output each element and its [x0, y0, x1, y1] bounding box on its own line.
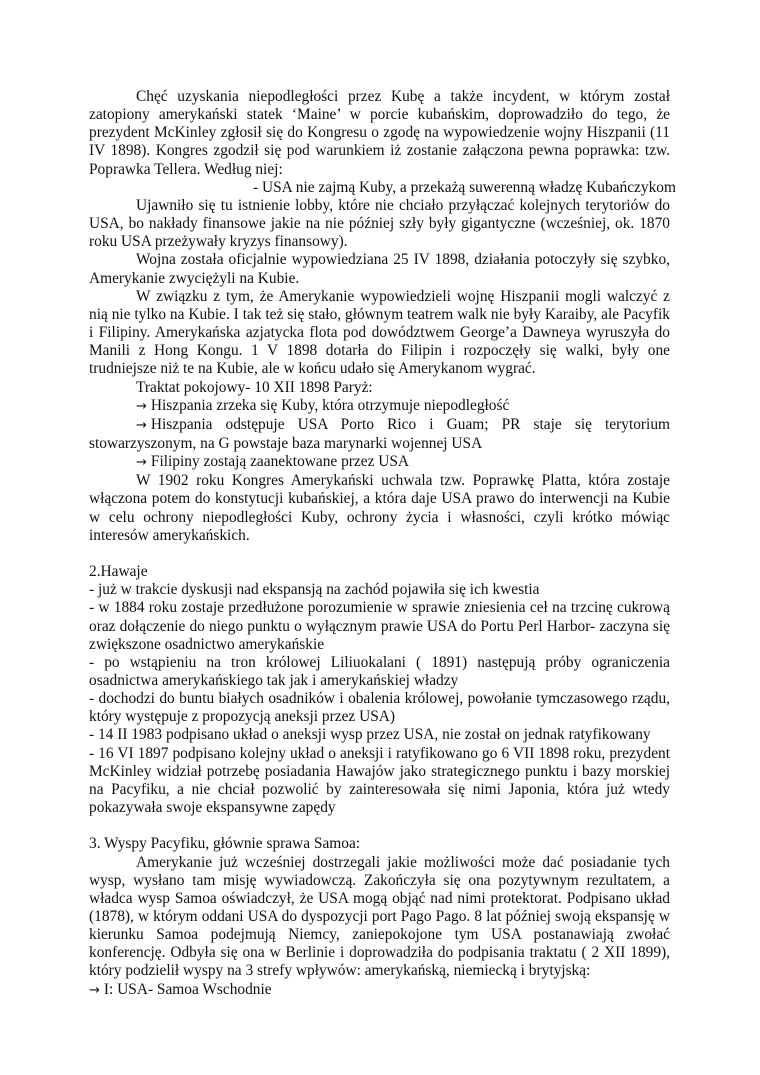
hawaii-bullet-3: - po wstąpieniu na tron królowej Liliuokalani ( 1891) następują próby ograniczenia osadnictwa amerykańskiego tak jak i amerykańskiej władzy: [89, 653, 670, 689]
samoa-paragraph-1: Amerykanie już wcześniej dostrzegali jakie możliwości może dać posiadanie tych wysp, wysłano tam misję wywiadowczą. Zakończyła się ona pozytywnym rezultatem, a władca wysp Samoa oświadczył, że USA mogą objąć nad nimi protektorat. Podpisano układ (1878), w którym oddani USA do dyspozycji port Pago Pago. 8 lat później swoją ekspansję w kierunku Samoa podejmują Niemcy, zaniepokojone tym USA postanawiają zwołać konferencję. Odbyła się ona w Berlinie i doprowadziła do podpisania traktatu ( 2 XII 1899), który podzielił wyspy na 3 strefy wpływów: amerykańską, niemiecką i brytyjską:: [89, 853, 670, 980]
hawaii-heading: 2.Hawaje: [89, 563, 148, 581]
treaty-heading: Traktat pokojowy- 10 XII 1898 Paryż:: [136, 378, 373, 396]
treaty-point-3: [89, 453, 670, 472]
samoa-zone-1-text: I: USA- Samoa Wschodnie: [103, 980, 272, 998]
treaty-point-2: [89, 416, 670, 453]
hawaii-bullet-6: - 16 VI 1897 podpisano kolejny układ o aneksji i ratyfikowano go 6 VII 1898 roku, prezydent McKinley widział potrzebę posiadania Hawajów jako strategicznego punktu i bazy morskiej na Pacyfiku, a nie chciał pozwolić by zainteresowała się nimi Japonia, która już wtedy pokazywała swoje ekspansywne zapędy: [89, 744, 670, 817]
arrow-right-icon: →: [89, 982, 100, 998]
hawaii-bullet-4: - dochodzi do buntu białych osadników i obalenia królowej, powołanie tymczasowego rządu, który występuje z propozycją aneksji przez USA): [89, 690, 670, 726]
samoa-zone-1: [89, 981, 670, 1000]
samoa-heading: 3. Wyspy Pacyfiku, głównie sprawa Samoa:: [89, 835, 361, 853]
arrow-right-icon: →: [136, 455, 147, 471]
cuba-paragraph-2: Ujawniło się tu istnienie lobby, które nie chciało przyłączać kolejnych terytoriów do USA, bo nakłady finansowe jakie na nie później szły były gigantyczne (wcześniej, ok. 1870 roku USA przeżywały kryzys finansowy).: [89, 196, 670, 251]
document-body: [89, 88, 676, 1000]
cuba-paragraph-1: Chęć uzyskania niepodległości przez Kubę a także incydent, w którym został zatopiony amerykański statek ‘Maine’ w porcie kubańskim, doprowadziło do tego, że prezydent McKinley zgłosił się do Kongresu o zgodę na wypowiedzenie wojny Hiszpanii (11 IV 1898). Kongres zgodził się pod warunkiem iż zostanie załączona pewna poprawka: tzw. Poprawka Tellera. Według niej:: [89, 88, 670, 178]
treaty-point-1: [89, 397, 670, 416]
treaty-point-1-text: Hiszpania zrzeka się Kuby, która otrzymuje niepodległość: [150, 396, 510, 414]
hawaii-bullet-5: - 14 II 1983 podpisano układ o aneksji wysp przez USA, nie został on jednak ratyfikowany: [89, 726, 651, 744]
arrow-right-icon: →: [136, 398, 147, 414]
teller-amendment-line: - USA nie zajmą Kuby, a przekażą suwerenną władzę Kubańczykom: [253, 178, 676, 196]
cuba-paragraph-4: W związku z tym, że Amerykanie wypowiedzieli wojnę Hiszpanii mogli walczyć z nią nie tylko na Kubie. I tak też się stało, głównym teatrem walk nie były Karaiby, ale Pacyfik i Filipiny. Amerykańska azjatycka flota pod dowództwem George’a Dawneya wyruszyła do Manili z Hong Kongu. 1 V 1898 dotarła do Filipin i rozpoczęły się walki, były one trudniejsze niż te na Kubie, ale w końcu udało się Amerykanom wygrać.: [89, 287, 670, 378]
cuba-paragraph-3: Wojna została oficjalnie wypowiedziana 25 IV 1898, działania potoczyły się szybko, Amerykanie zwyciężyli na Kubie.: [89, 251, 670, 287]
hawaii-bullet-1: - już w trakcie dyskusji nad ekspansją na zachód pojawiła się ich kwestia: [89, 581, 540, 599]
hawaii-bullet-2: - w 1884 roku zostaje przedłużone porozumienie w sprawie zniesienia ceł na trzcinę cukrową oraz dołączenie do niego punktu o wyłącznym prawie USA do Portu Perl Harbor- zaczyna się zwiększone osadnictwo amerykańskie: [89, 599, 670, 653]
cuba-paragraph-5: W 1902 roku Kongres Amerykański uchwala tzw. Poprawkę Platta, która zostaje włączona potem do konstytucji kubańskiej, a która daje USA prawo do interwencji na Kubie w celu ochrony niepodległości Kuby, ochrony życia i własności, czyli krótko mówiąc interesów amerykańskich.: [89, 472, 670, 544]
spacer: [89, 545, 670, 563]
arrow-right-icon: →: [136, 417, 147, 433]
treaty-point-2-text: Hiszpania odstępuje USA Porto Rico i Guam; PR staje się terytorium stowarzyszonym, na G powstaje baza marynarki wojennej USA: [89, 415, 670, 452]
spacer: [89, 817, 670, 835]
treaty-point-3-text: Filipiny zostają zaanektowane przez USA: [150, 453, 410, 471]
